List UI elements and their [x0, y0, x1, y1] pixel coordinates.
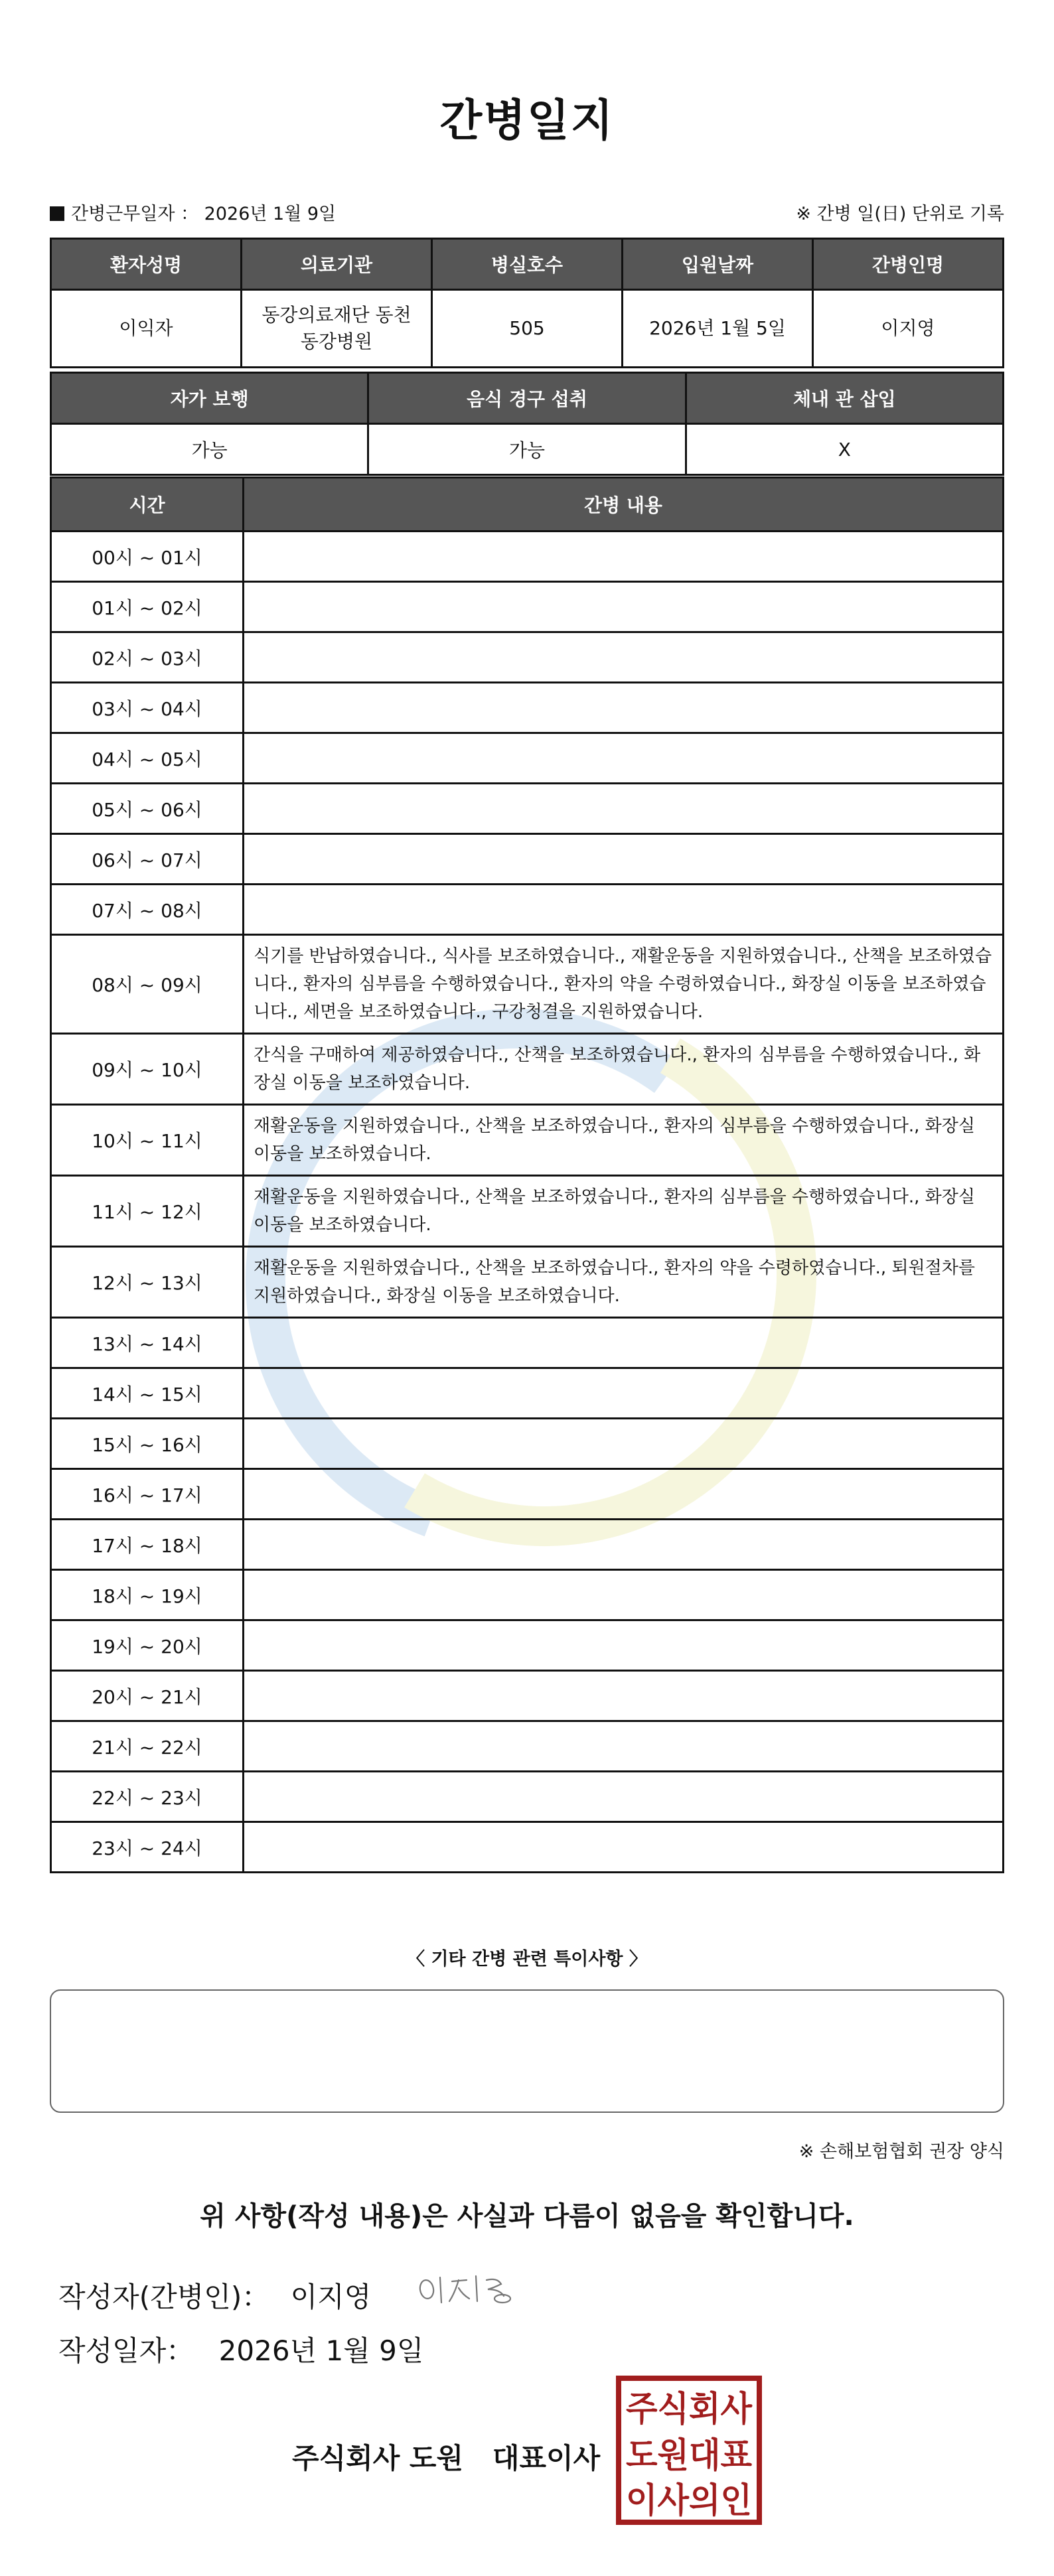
- log-row: [51, 1520, 1004, 1570]
- log-content[interactable]: [244, 1368, 1004, 1419]
- log-time: 05시 ~ 06시: [51, 784, 244, 834]
- log-row: [51, 582, 1004, 632]
- patient-status-table: [50, 372, 1004, 476]
- header-walking: 자가 보행: [51, 373, 368, 424]
- log-time: 03시 ~ 04시: [51, 683, 244, 733]
- log-time: 06시 ~ 07시: [51, 834, 244, 885]
- log-content[interactable]: [244, 582, 1004, 632]
- hospital-name[interactable]: 동강의료재단 동천 동강병원: [242, 290, 432, 368]
- writer-name: 이지영: [290, 2281, 372, 2313]
- log-time: 18시 ~ 19시: [51, 1570, 244, 1620]
- log-row: [51, 1469, 1004, 1520]
- tube-value[interactable]: X: [686, 424, 1003, 475]
- log-time: 22시 ~ 23시: [51, 1772, 244, 1822]
- written-date-label: 작성일자：: [58, 2334, 194, 2367]
- log-time: 11시 ~ 12시: [51, 1176, 244, 1247]
- patient-info-table: [50, 238, 1004, 368]
- log-row: [51, 532, 1004, 582]
- log-content[interactable]: 재활운동을 지원하였습니다., 산책을 보조하였습니다., 환자의 약을 수령하였습니다., 퇴원절차를 지원하였습니다., 화장실 이동을 보조하였습니다.: [244, 1247, 1004, 1318]
- log-content[interactable]: [244, 784, 1004, 834]
- log-content[interactable]: [244, 885, 1004, 935]
- page-title: 간병일지: [439, 95, 615, 146]
- log-time: 00시 ~ 01시: [51, 532, 244, 582]
- log-row: [51, 1034, 1004, 1105]
- signature: [415, 2269, 521, 2307]
- log-content[interactable]: [244, 1469, 1004, 1520]
- log-time: 08시 ~ 09시: [51, 935, 244, 1034]
- header-patient: 환자성명: [51, 239, 242, 290]
- seal-line-3: 이사의인: [626, 2481, 752, 2521]
- log-row: [51, 784, 1004, 834]
- header-content: 간병 내용: [244, 478, 1004, 532]
- log-content[interactable]: [244, 733, 1004, 784]
- log-row: [51, 1318, 1004, 1368]
- header-tube: 체내 관 삽입: [686, 373, 1003, 424]
- caregiver-name[interactable]: 이지영: [813, 290, 1004, 368]
- log-content[interactable]: [244, 1620, 1004, 1671]
- log-row: [51, 1176, 1004, 1247]
- company-seal: [616, 2376, 762, 2525]
- seal-line-2: 도원대표: [626, 2436, 752, 2476]
- log-content[interactable]: [244, 1318, 1004, 1368]
- log-row: [51, 1419, 1004, 1469]
- log-time: 20시 ~ 21시: [51, 1671, 244, 1721]
- log-content[interactable]: [244, 1671, 1004, 1721]
- log-time: 17시 ~ 18시: [51, 1520, 244, 1570]
- confirm-statement: 위 사항(작성 내용)은 사실과 다름이 없음을 확인합니다.: [200, 2201, 854, 2232]
- log-content[interactable]: [244, 834, 1004, 885]
- log-content[interactable]: [244, 1772, 1004, 1822]
- log-row: [51, 683, 1004, 733]
- unit-note: ※ 간병 일(日) 단위로 기록: [796, 204, 1004, 224]
- log-time: 04시 ~ 05시: [51, 733, 244, 784]
- log-time: 12시 ~ 13시: [51, 1247, 244, 1318]
- log-row: [51, 1570, 1004, 1620]
- writer-label: 작성자(간병인)：: [58, 2281, 270, 2313]
- oral-intake-value[interactable]: 가능: [368, 424, 686, 475]
- log-time: 23시 ~ 24시: [51, 1822, 244, 1873]
- log-time: 01시 ~ 02시: [51, 582, 244, 632]
- log-content[interactable]: [244, 632, 1004, 683]
- log-content[interactable]: 재활운동을 지원하였습니다., 산책을 보조하였습니다., 환자의 심부름을 수행하였습니다., 화장실 이동을 보조하였습니다.: [244, 1105, 1004, 1176]
- log-content[interactable]: [244, 1721, 1004, 1772]
- patient-name[interactable]: 이익자: [51, 290, 242, 368]
- log-time: 15시 ~ 16시: [51, 1419, 244, 1469]
- room-number[interactable]: 505: [432, 290, 623, 368]
- log-content[interactable]: 식기를 반납하였습니다., 식사를 보조하였습니다., 재활운동을 지원하였습니다., 산책을 보조하였습니다., 환자의 심부름을 수행하였습니다., 환자의 약을 수령하였습니다., 화장실 이동을 보조하였습니다., 세면을 보조하였습니다., 구강청결을 지원하였습니다.: [244, 935, 1004, 1034]
- log-time: 09시 ~ 10시: [51, 1034, 244, 1105]
- log-content[interactable]: [244, 1570, 1004, 1620]
- written-date-line: [58, 2329, 423, 2369]
- notes-box[interactable]: [50, 1989, 1004, 2113]
- log-content[interactable]: 간식을 구매하여 제공하였습니다., 산책을 보조하였습니다., 환자의 심부름을 수행하였습니다., 화장실 이동을 보조하였습니다.: [244, 1034, 1004, 1105]
- log-time: 10시 ~ 11시: [51, 1105, 244, 1176]
- header-admit-date: 입원날짜: [623, 239, 813, 290]
- log-row: [51, 1368, 1004, 1419]
- log-time: 21시 ~ 22시: [51, 1721, 244, 1772]
- header-oral-intake: 음식 경구 섭취: [368, 373, 686, 424]
- walking-value[interactable]: 가능: [51, 424, 368, 475]
- log-row: [51, 1822, 1004, 1873]
- writer-line: [58, 2269, 521, 2315]
- log-row: [51, 1105, 1004, 1176]
- log-content[interactable]: [244, 1520, 1004, 1570]
- seal-line-1: 주식회사: [626, 2390, 753, 2429]
- square-bullet-icon: [50, 206, 64, 221]
- log-time: 16시 ~ 17시: [51, 1469, 244, 1520]
- notes-title: 〈 기타 간병 관련 특이사항 〉: [407, 1949, 647, 1969]
- log-row: [51, 1620, 1004, 1671]
- header-caregiver: 간병인명: [813, 239, 1004, 290]
- admit-date[interactable]: 2026년 1월 5일: [623, 290, 813, 368]
- log-row: [51, 834, 1004, 885]
- log-row: [51, 1671, 1004, 1721]
- care-log-table: [50, 476, 1004, 1873]
- company-name: 주식회사 도원 대표이사: [292, 2442, 601, 2474]
- log-content[interactable]: [244, 683, 1004, 733]
- written-date: 2026년 1월 9일: [218, 2334, 424, 2367]
- log-row: [51, 1721, 1004, 1772]
- log-time: 19시 ~ 20시: [51, 1620, 244, 1671]
- log-row: [51, 632, 1004, 683]
- log-content[interactable]: 재활운동을 지원하였습니다., 산책을 보조하였습니다., 환자의 심부름을 수행하였습니다., 화장실 이동을 보조하였습니다.: [244, 1176, 1004, 1247]
- log-time: 13시 ~ 14시: [51, 1318, 244, 1368]
- header-hospital: 의료기관: [242, 239, 432, 290]
- log-row: [51, 733, 1004, 784]
- form-note: ※ 손해보험협회 권장 양식: [798, 2141, 1004, 2162]
- work-date: 간병근무일자 ： 2026년 1월 9일: [50, 199, 336, 225]
- log-content[interactable]: [244, 1822, 1004, 1873]
- log-time: 02시 ~ 03시: [51, 632, 244, 683]
- log-content[interactable]: [244, 1419, 1004, 1469]
- log-content[interactable]: [244, 532, 1004, 582]
- log-row: [51, 935, 1004, 1034]
- log-row: [51, 1247, 1004, 1318]
- header-time: 시간: [51, 478, 244, 532]
- log-row: [51, 885, 1004, 935]
- log-row: [51, 1772, 1004, 1822]
- header-room: 병실호수: [432, 239, 623, 290]
- log-time: 07시 ~ 08시: [51, 885, 244, 935]
- log-time: 14시 ~ 15시: [51, 1368, 244, 1419]
